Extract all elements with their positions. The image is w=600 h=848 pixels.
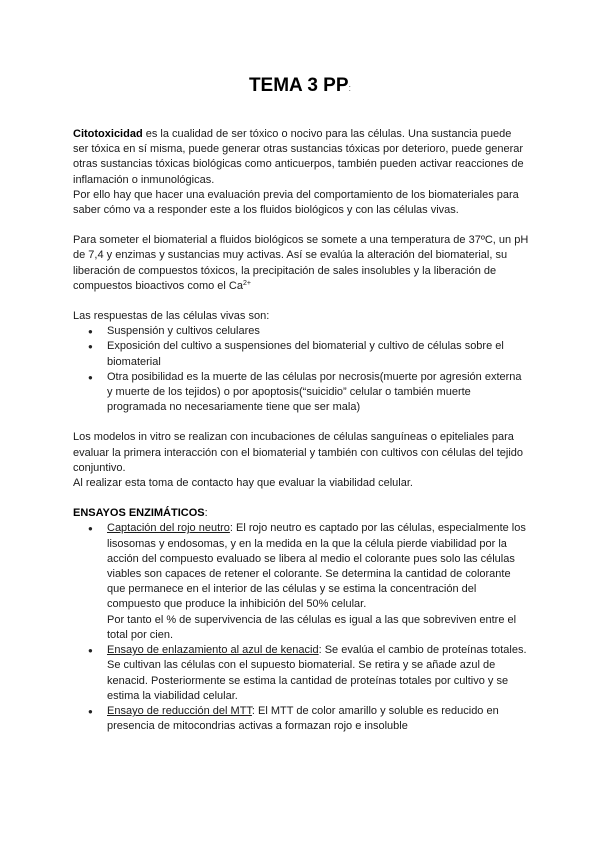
calcium-superscript: 2+ [242, 279, 251, 287]
title-colon: : [348, 83, 352, 93]
document-body [73, 127, 529, 734]
assay-name: Ensayo de reducción del MTT [107, 704, 252, 717]
assay-name: Captación del rojo neutro [107, 522, 230, 535]
conditions-paragraph [73, 233, 529, 294]
intro-paragraph [73, 127, 529, 188]
assay-extra: Por tanto el % de supervivencia de las células es igual a las que sobreviven entre el total por cien. [107, 613, 517, 641]
list-item: ● Otra posibilidad es la muerte de las células por necrosis(muerte por agresión externa y muerte de los tejidos) o por apoptosis(“suicidio” celular o también muerte programada no necesariamente tiene que ser mala) [73, 370, 529, 416]
viability-paragraph: Al realizar esta toma de contacto hay que evaluar la viabilidad celular. [73, 477, 413, 490]
assays-list [73, 521, 529, 734]
assay-description: : El MTT de color amarillo y soluble es reducido en presencia de mitocondrias activas a formazan rojo e insoluble [107, 704, 499, 733]
citotoxicidad-definition: es la cualidad de ser tóxico o nocivo para las células. Una sustancia puede ser tóxica en sí misma, puede generar otras sustancias tóxicas por deterioro, puede generar otras sustancias tóxicas biológicas como anticuerpos, también pueden activar reacciones de inflamación o inmunológicas. [73, 128, 524, 186]
evaluation-paragraph: Por ello hay que hacer una evaluación previa del comportamiento de los biomateriales para saber cómo va a responder este a los fluidos biológicos y con las células vivas. [73, 188, 519, 217]
citotoxicidad-term: Citotoxicidad [73, 128, 143, 140]
list-item-mtt [73, 704, 529, 734]
responses-list [73, 324, 529, 415]
assays-heading-colon: : [204, 507, 208, 520]
page-title [0, 74, 600, 100]
title-text: TEMA 3 PP [248, 75, 349, 96]
conditions-text: Para someter el biomaterial a fluidos biológicos se somete a una temperatura de 37ºC, un pH de 7,4 y enzimas y sustancias muy activas. Así se evalúa la alteración del biomaterial, su liberación de compuestos tóxicos, la precipitación de sales insolubles y la liberación de compuestos bioactivos como el Ca [73, 234, 529, 292]
assay-description: : Se evalúa el cambio de proteínas totales. Se cultivan las células con el supuesto biomaterial. Se retira y se añade azul de kenacid. Posteriormente se estima la cantidad de proteínas totales por cultivo y se estima la viabilidad celular. [107, 644, 527, 702]
assay-name: Ensayo de enlazamiento al azul de kenacid [107, 644, 319, 657]
list-item-kenacid [73, 643, 529, 704]
assays-heading-text: ENSAYOS ENZIMÁTICOS [73, 507, 205, 520]
assay-description: : El rojo neutro es captado por las células, especialmente los lisosomas y endosomas, y en la medida en la que la célula pierde viabilidad por la acción del compuesto evaluado se libera al medio el colorante pues solo las células viables son capaces de retener el colorante. Se determina la cantidad de colorante que permanece en el interior de las células y se estima la concentración del compuesto que produce la inhibición del 50% celular. [107, 522, 526, 611]
list-item: ● Exposición del cultivo a suspensiones del biomaterial y cultivo de células sobre el biomaterial [73, 339, 529, 369]
responses-heading: Las respuestas de las células vivas son: [73, 310, 270, 323]
assays-heading [73, 506, 529, 521]
list-item: ● Suspensión y cultivos celulares [73, 324, 529, 339]
models-paragraph: Los modelos in vitro se realizan con incubaciones de células sanguíneas o epiteliales para evaluar la primera interacción con el biomaterial y también con cultivos con células del tejido conjuntivo. [73, 431, 524, 474]
list-item-neutral-red [73, 521, 529, 643]
